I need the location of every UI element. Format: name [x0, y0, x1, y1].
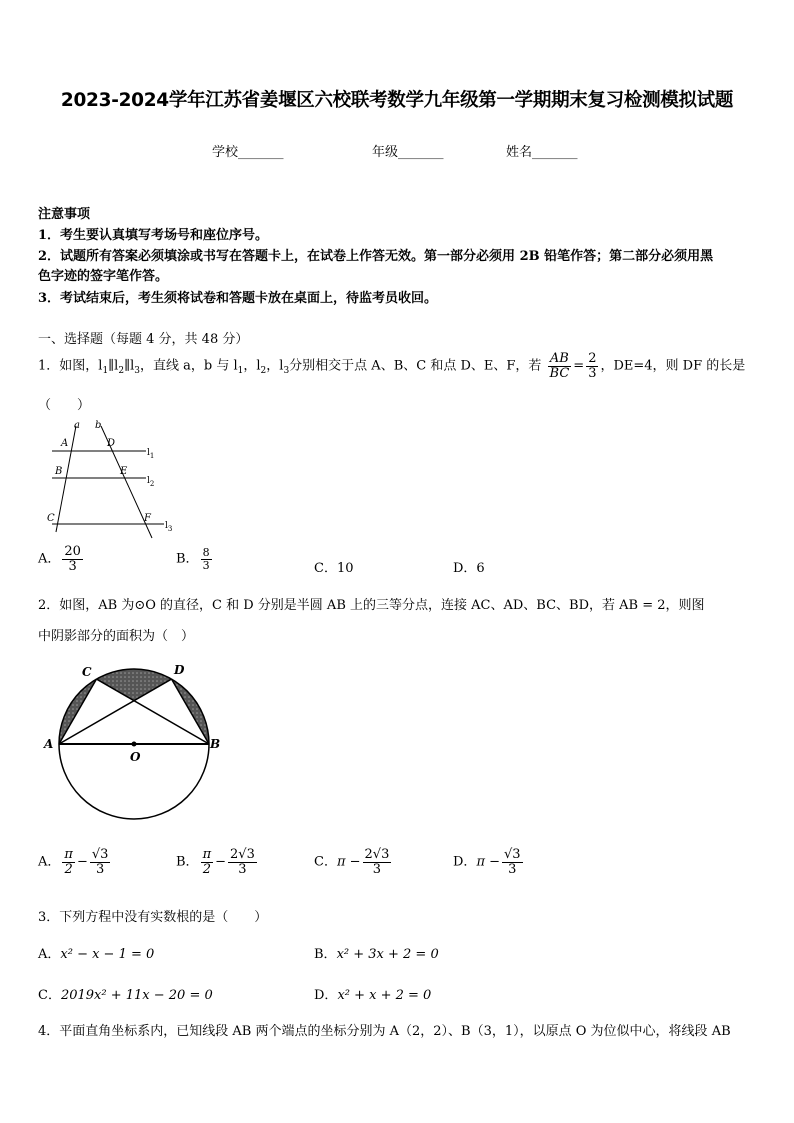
- fig2-label-D: D: [174, 663, 185, 677]
- q3-stem: 3．下列方程中没有实数根的是（ ）: [38, 910, 268, 925]
- grade-field: 年级_______: [372, 145, 444, 160]
- fig-label-a: a: [74, 420, 80, 431]
- q1-option-b: B． $\frac{8}{3}$: [176, 546, 210, 572]
- fig-label-B: B: [55, 466, 63, 477]
- fig2-label-A: A: [44, 737, 54, 751]
- chord-ac: [59, 679, 97, 744]
- fig2-label-O: O: [130, 750, 141, 764]
- notice-item: 1．考生要认真填写考场号和座位序号。: [38, 228, 269, 243]
- notice-item: 3．考试结束后，考生须将试卷和答题卡放在桌面上，待监考员收回。: [38, 291, 438, 306]
- fig-label-E: E: [120, 466, 128, 477]
- q1-figure: [34, 418, 184, 542]
- q2-option-c: C．π − $\frac{2√3}{3}$: [314, 847, 390, 877]
- q3-option-d: D．x² + x + 2 = 0: [314, 988, 432, 1003]
- q2-stem-line1: 2．如图，AB 为⊙O 的直径，C 和 D 分别是半圆 AB 上的三等分点，连接 AC、AD、BC、BD，若 AB = 2，则图: [38, 598, 705, 613]
- q3-option-a: A．x² − x − 1 = 0: [38, 947, 155, 962]
- notice-item: 色字迹的签字笔作答。: [38, 269, 169, 284]
- q1-stem: 1．如图，$l_1\parallel l_2\parallel l_3$，直线 a，b 与 $l_1$，$l_2$，$l_3$分别相交于点 A、B、C 和点 D、E、F，若 $\frac{AB}{BC}$ = $\frac{2}{3}$ ，DE=4，则 DF 的长是: [38, 351, 746, 381]
- q3-option-c: C．2019x² + 11x − 20 = 0: [38, 988, 213, 1003]
- section-heading: 一、选择题（每题 4 分，共 48 分）: [38, 332, 249, 347]
- q2-option-a: A． $\frac{\pi}{2}$ − $\frac{√3}{3}$: [38, 847, 109, 877]
- q2-option-b: B． $\frac{\pi}{2}$ − $\frac{2√3}{3}$: [176, 847, 255, 877]
- fig-label-l1: $l_1$: [147, 448, 155, 460]
- q1-paren: （ ）: [38, 398, 91, 413]
- q4-stem: 4．平面直角坐标系内，已知线段 AB 两个端点的坐标分别为 A（2，2）、B（3，1），以原点 O 为位似中心，将线段 AB: [38, 1024, 731, 1039]
- fig-label-b: b: [95, 420, 102, 431]
- q1-ratio-fraction: $\frac{AB}{BC}$: [549, 351, 570, 381]
- name-field: 姓名_______: [506, 145, 578, 160]
- q1-option-c: C．10: [314, 561, 354, 576]
- school-field: 学校_______: [212, 145, 284, 160]
- fig-label-F: F: [144, 513, 151, 524]
- notice-item: 2．试题所有答案必须填涂或书写在答题卡上，在试卷上作答无效。第一部分必须用 2B 铅笔作答；第二部分必须用黑: [38, 249, 714, 264]
- page-title: 2023-2024学年江苏省姜堰区六校联考数学九年级第一学期期末复习检测模拟试题: [60, 90, 734, 111]
- q2-stem-line2: 中阴影部分的面积为（ ）: [38, 629, 195, 644]
- chord-bd: [172, 679, 210, 744]
- fig-label-D: D: [107, 438, 116, 449]
- notice-heading: 注意事项: [38, 207, 91, 222]
- center-point: [132, 742, 137, 747]
- q2-option-d: D．π − $\frac{√3}{3}$: [453, 847, 521, 877]
- fig-label-C: C: [47, 513, 55, 524]
- q1-ratio-value: $\frac{2}{3}$: [588, 351, 597, 381]
- q2-figure: [40, 656, 230, 828]
- q1-option-d: D．6: [453, 561, 485, 576]
- fig-label-l2: $l_2$: [147, 476, 155, 488]
- fig-label-A: A: [61, 438, 69, 449]
- fig2-label-C: C: [82, 665, 92, 679]
- fig-label-l3: $l_3$: [165, 521, 173, 533]
- fig2-label-B: B: [210, 737, 221, 751]
- q1-option-a: A． $\frac{20}{3}$: [38, 544, 81, 574]
- q3-option-b: B．x² + 3x + 2 = 0: [314, 947, 439, 962]
